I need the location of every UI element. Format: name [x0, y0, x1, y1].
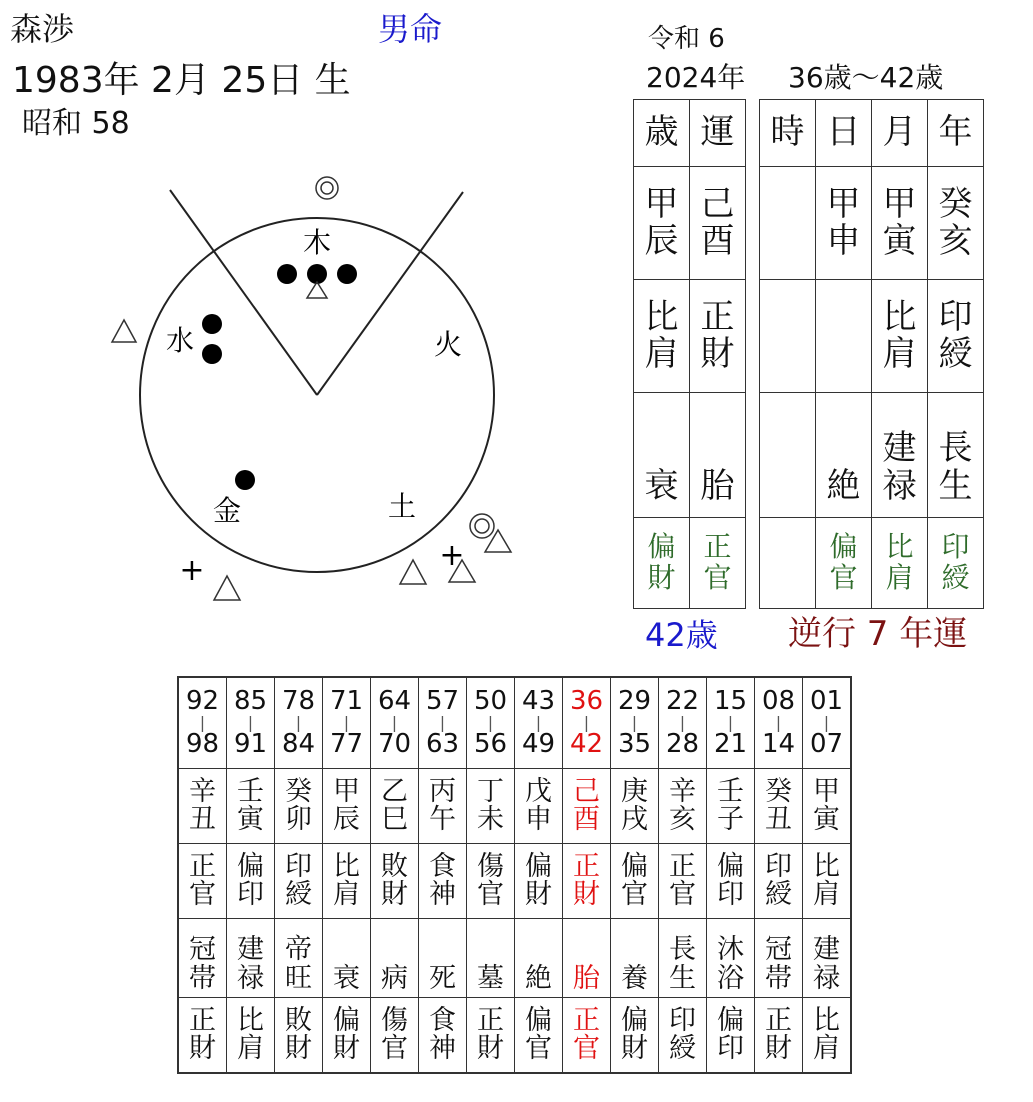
- natal-god: 比 肩: [872, 280, 928, 393]
- triangle-mark: [400, 560, 426, 584]
- water-dot: [202, 344, 222, 364]
- luck-hidden-god-cell: 偏 財: [323, 998, 371, 1073]
- natal-god: 印 綬: [928, 280, 984, 393]
- natal-god: [760, 280, 816, 393]
- luck-stage-cell: 衰: [323, 919, 371, 998]
- element-fire: 火: [433, 328, 463, 361]
- wood-dot: [337, 264, 357, 284]
- element-water: 水: [165, 324, 195, 357]
- luck-stem-branch-cell: 癸 丑: [755, 769, 803, 844]
- luck-god: 正 財: [690, 280, 746, 393]
- luck-age-cell: 29 | 35: [611, 678, 659, 769]
- luck-stage-cell: 沐 浴: [707, 919, 755, 998]
- luck-age-cell: 78 | 84: [275, 678, 323, 769]
- luck-hidden-god-row: [179, 998, 851, 1073]
- luck-god-cell: 偏 印: [227, 844, 275, 919]
- luck-god-cell: 傷 官: [467, 844, 515, 919]
- plus-mark: +: [439, 538, 465, 573]
- current-era: 令和 6: [648, 24, 725, 54]
- natal-god: [816, 280, 872, 393]
- luck-age-cell: 43 | 49: [515, 678, 563, 769]
- element-metal: 金: [212, 494, 242, 527]
- natal-stem-branch: 甲 申: [816, 167, 872, 280]
- birth-date: 1983年 2月 25日 生: [12, 60, 351, 101]
- luck-stem-branch-cell: 丙 午: [419, 769, 467, 844]
- luck-age-cell: 85 | 91: [227, 678, 275, 769]
- luck-age-cell: 22 | 28: [659, 678, 707, 769]
- natal-hidden-god: [760, 518, 816, 609]
- luck-age-cell: 57 | 63: [419, 678, 467, 769]
- natal-hidden-god: 偏 官: [816, 518, 872, 609]
- luck-god-cell: 敗 財: [371, 844, 419, 919]
- luck-stem-branch-cell: 辛 亥: [659, 769, 707, 844]
- luck-stem-branch-cell: 甲 寅: [803, 769, 851, 844]
- gender-label: 男命: [378, 10, 443, 48]
- luck-stem-branch-row: [179, 769, 851, 844]
- luck-stage-cell: 帝 旺: [275, 919, 323, 998]
- luck-stage-cell: 冠 帯: [179, 919, 227, 998]
- luck-god-cell: 印 綬: [275, 844, 323, 919]
- luck-age-cell: 01 | 07: [803, 678, 851, 769]
- current-luck-table: [633, 99, 746, 609]
- luck-god-cell: 偏 印: [707, 844, 755, 919]
- luck-stem-branch: 甲 辰: [634, 167, 690, 280]
- luck-stage-cell: 長 生: [659, 919, 707, 998]
- natal-hidden-god: 比 肩: [872, 518, 928, 609]
- person-name: 森渉: [10, 10, 75, 48]
- triangle-mark: [307, 282, 327, 298]
- luck-hidden-god-cell: 比 肩: [227, 998, 275, 1073]
- five-elements-chart: [100, 170, 540, 620]
- luck-hidden-god-cell: 偏 財: [611, 998, 659, 1073]
- luck-age-cell: 15 | 21: [707, 678, 755, 769]
- luck-stem-branch-cell: 壬 子: [707, 769, 755, 844]
- v-line-left: [170, 190, 317, 395]
- luck-stem-branch-cell: 乙 巳: [371, 769, 419, 844]
- natal-stem-branch: 癸 亥: [928, 167, 984, 280]
- header-year: 年: [928, 100, 984, 167]
- v-line-right: [317, 192, 463, 395]
- luck-god-cell: 比 肩: [803, 844, 851, 919]
- luck-god-cell: 正 官: [179, 844, 227, 919]
- luck-stage-cell: 建 禄: [227, 919, 275, 998]
- luck-stem-branch-cell: 庚 戌: [611, 769, 659, 844]
- luck-god-row: [179, 844, 851, 919]
- luck-age-cell: 64 | 70: [371, 678, 419, 769]
- natal-pillars-table: [759, 99, 984, 609]
- luck-god-cell: 印 綬: [755, 844, 803, 919]
- luck-stage: 衰: [634, 393, 690, 518]
- metal-dot: [235, 470, 255, 490]
- luck-hidden-god: 正 官: [690, 518, 746, 609]
- triangle-mark: [214, 576, 240, 600]
- luck-stem-branch: 己 酉: [690, 167, 746, 280]
- luck-god-cell: 正 財: [563, 844, 611, 919]
- natal-hidden-god: 印 綬: [928, 518, 984, 609]
- luck-stem-branch-cell: 戊 申: [515, 769, 563, 844]
- luck-hidden-god-cell: 傷 官: [371, 998, 419, 1073]
- luck-stem-branch-cell: 己 酉: [563, 769, 611, 844]
- triangle-mark: [485, 530, 511, 552]
- water-dot: [202, 314, 222, 334]
- luck-god-cell: 正 官: [659, 844, 707, 919]
- luck-hidden-god-cell: 正 官: [563, 998, 611, 1073]
- luck-age-cell: 50 | 56: [467, 678, 515, 769]
- plus-mark: +: [179, 553, 205, 588]
- luck-god: 比 肩: [634, 280, 690, 393]
- luck-hidden-god-cell: 印 綬: [659, 998, 707, 1073]
- luck-stage-cell: 墓: [467, 919, 515, 998]
- natal-stage: 建 禄: [872, 393, 928, 518]
- luck-god-cell: 偏 官: [611, 844, 659, 919]
- birth-era: 昭和 58: [22, 106, 130, 141]
- wood-dot: [277, 264, 297, 284]
- natal-stage: 長 生: [928, 393, 984, 518]
- luck-age-cell: 08 | 14: [755, 678, 803, 769]
- current-age: 42歳: [645, 616, 718, 654]
- luck-stage-cell: 病: [371, 919, 419, 998]
- luck-age-row: [179, 678, 851, 769]
- luck-stage-cell: 絶: [515, 919, 563, 998]
- luck-hidden-god-cell: 正 財: [467, 998, 515, 1073]
- luck-god-cell: 偏 財: [515, 844, 563, 919]
- decade-luck-table: [178, 677, 851, 1073]
- triangle-mark: [112, 320, 136, 342]
- luck-god-cell: 比 肩: [323, 844, 371, 919]
- luck-stem-branch-cell: 壬 寅: [227, 769, 275, 844]
- luck-stage-cell: 死: [419, 919, 467, 998]
- luck-age-cell: 71 | 77: [323, 678, 371, 769]
- luck-hidden-god-cell: 比 肩: [803, 998, 851, 1073]
- luck-hidden-god-cell: 食 神: [419, 998, 467, 1073]
- element-wood: 木: [302, 226, 332, 259]
- luck-hidden-god-cell: 偏 印: [707, 998, 755, 1073]
- luck-stem-branch-cell: 丁 未: [467, 769, 515, 844]
- luck-age-cell: 36 | 42: [563, 678, 611, 769]
- luck-direction: 逆行 7 年運: [788, 614, 968, 654]
- header-day: 日: [816, 100, 872, 167]
- age-range: 36歳〜42歳: [788, 61, 944, 94]
- element-earth: 土: [387, 490, 417, 523]
- luck-stage-cell: 建 禄: [803, 919, 851, 998]
- luck-stage-cell: 冠 帯: [755, 919, 803, 998]
- luck-hidden-god: 偏 財: [634, 518, 690, 609]
- luck-stage-row: [179, 919, 851, 998]
- luck-stage: 胎: [690, 393, 746, 518]
- luck-hidden-god-cell: 正 財: [179, 998, 227, 1073]
- luck-stem-branch-cell: 辛 丑: [179, 769, 227, 844]
- luck-god-cell: 食 神: [419, 844, 467, 919]
- decade-luck-table-wrap: [177, 676, 852, 1074]
- luck-hidden-god-cell: 正 財: [755, 998, 803, 1073]
- luck-hidden-god-cell: 偏 官: [515, 998, 563, 1073]
- luck-stem-branch-cell: 甲 辰: [323, 769, 371, 844]
- luck-age-cell: 92 | 98: [179, 678, 227, 769]
- header-year-luck: 歳: [634, 100, 690, 167]
- luck-stage-cell: 胎: [563, 919, 611, 998]
- luck-stem-branch-cell: 癸 卯: [275, 769, 323, 844]
- header-month: 月: [872, 100, 928, 167]
- luck-stage-cell: 養: [611, 919, 659, 998]
- header-hour: 時: [760, 100, 816, 167]
- natal-stage: 絶: [816, 393, 872, 518]
- natal-stem-branch: 甲 寅: [872, 167, 928, 280]
- natal-stage: [760, 393, 816, 518]
- double-circle-mark: [470, 514, 494, 538]
- natal-stem-branch: [760, 167, 816, 280]
- luck-hidden-god-cell: 敗 財: [275, 998, 323, 1073]
- current-year: 2024年: [646, 61, 746, 94]
- double-circle-mark-top: [316, 177, 338, 199]
- header-decade-luck: 運: [690, 100, 746, 167]
